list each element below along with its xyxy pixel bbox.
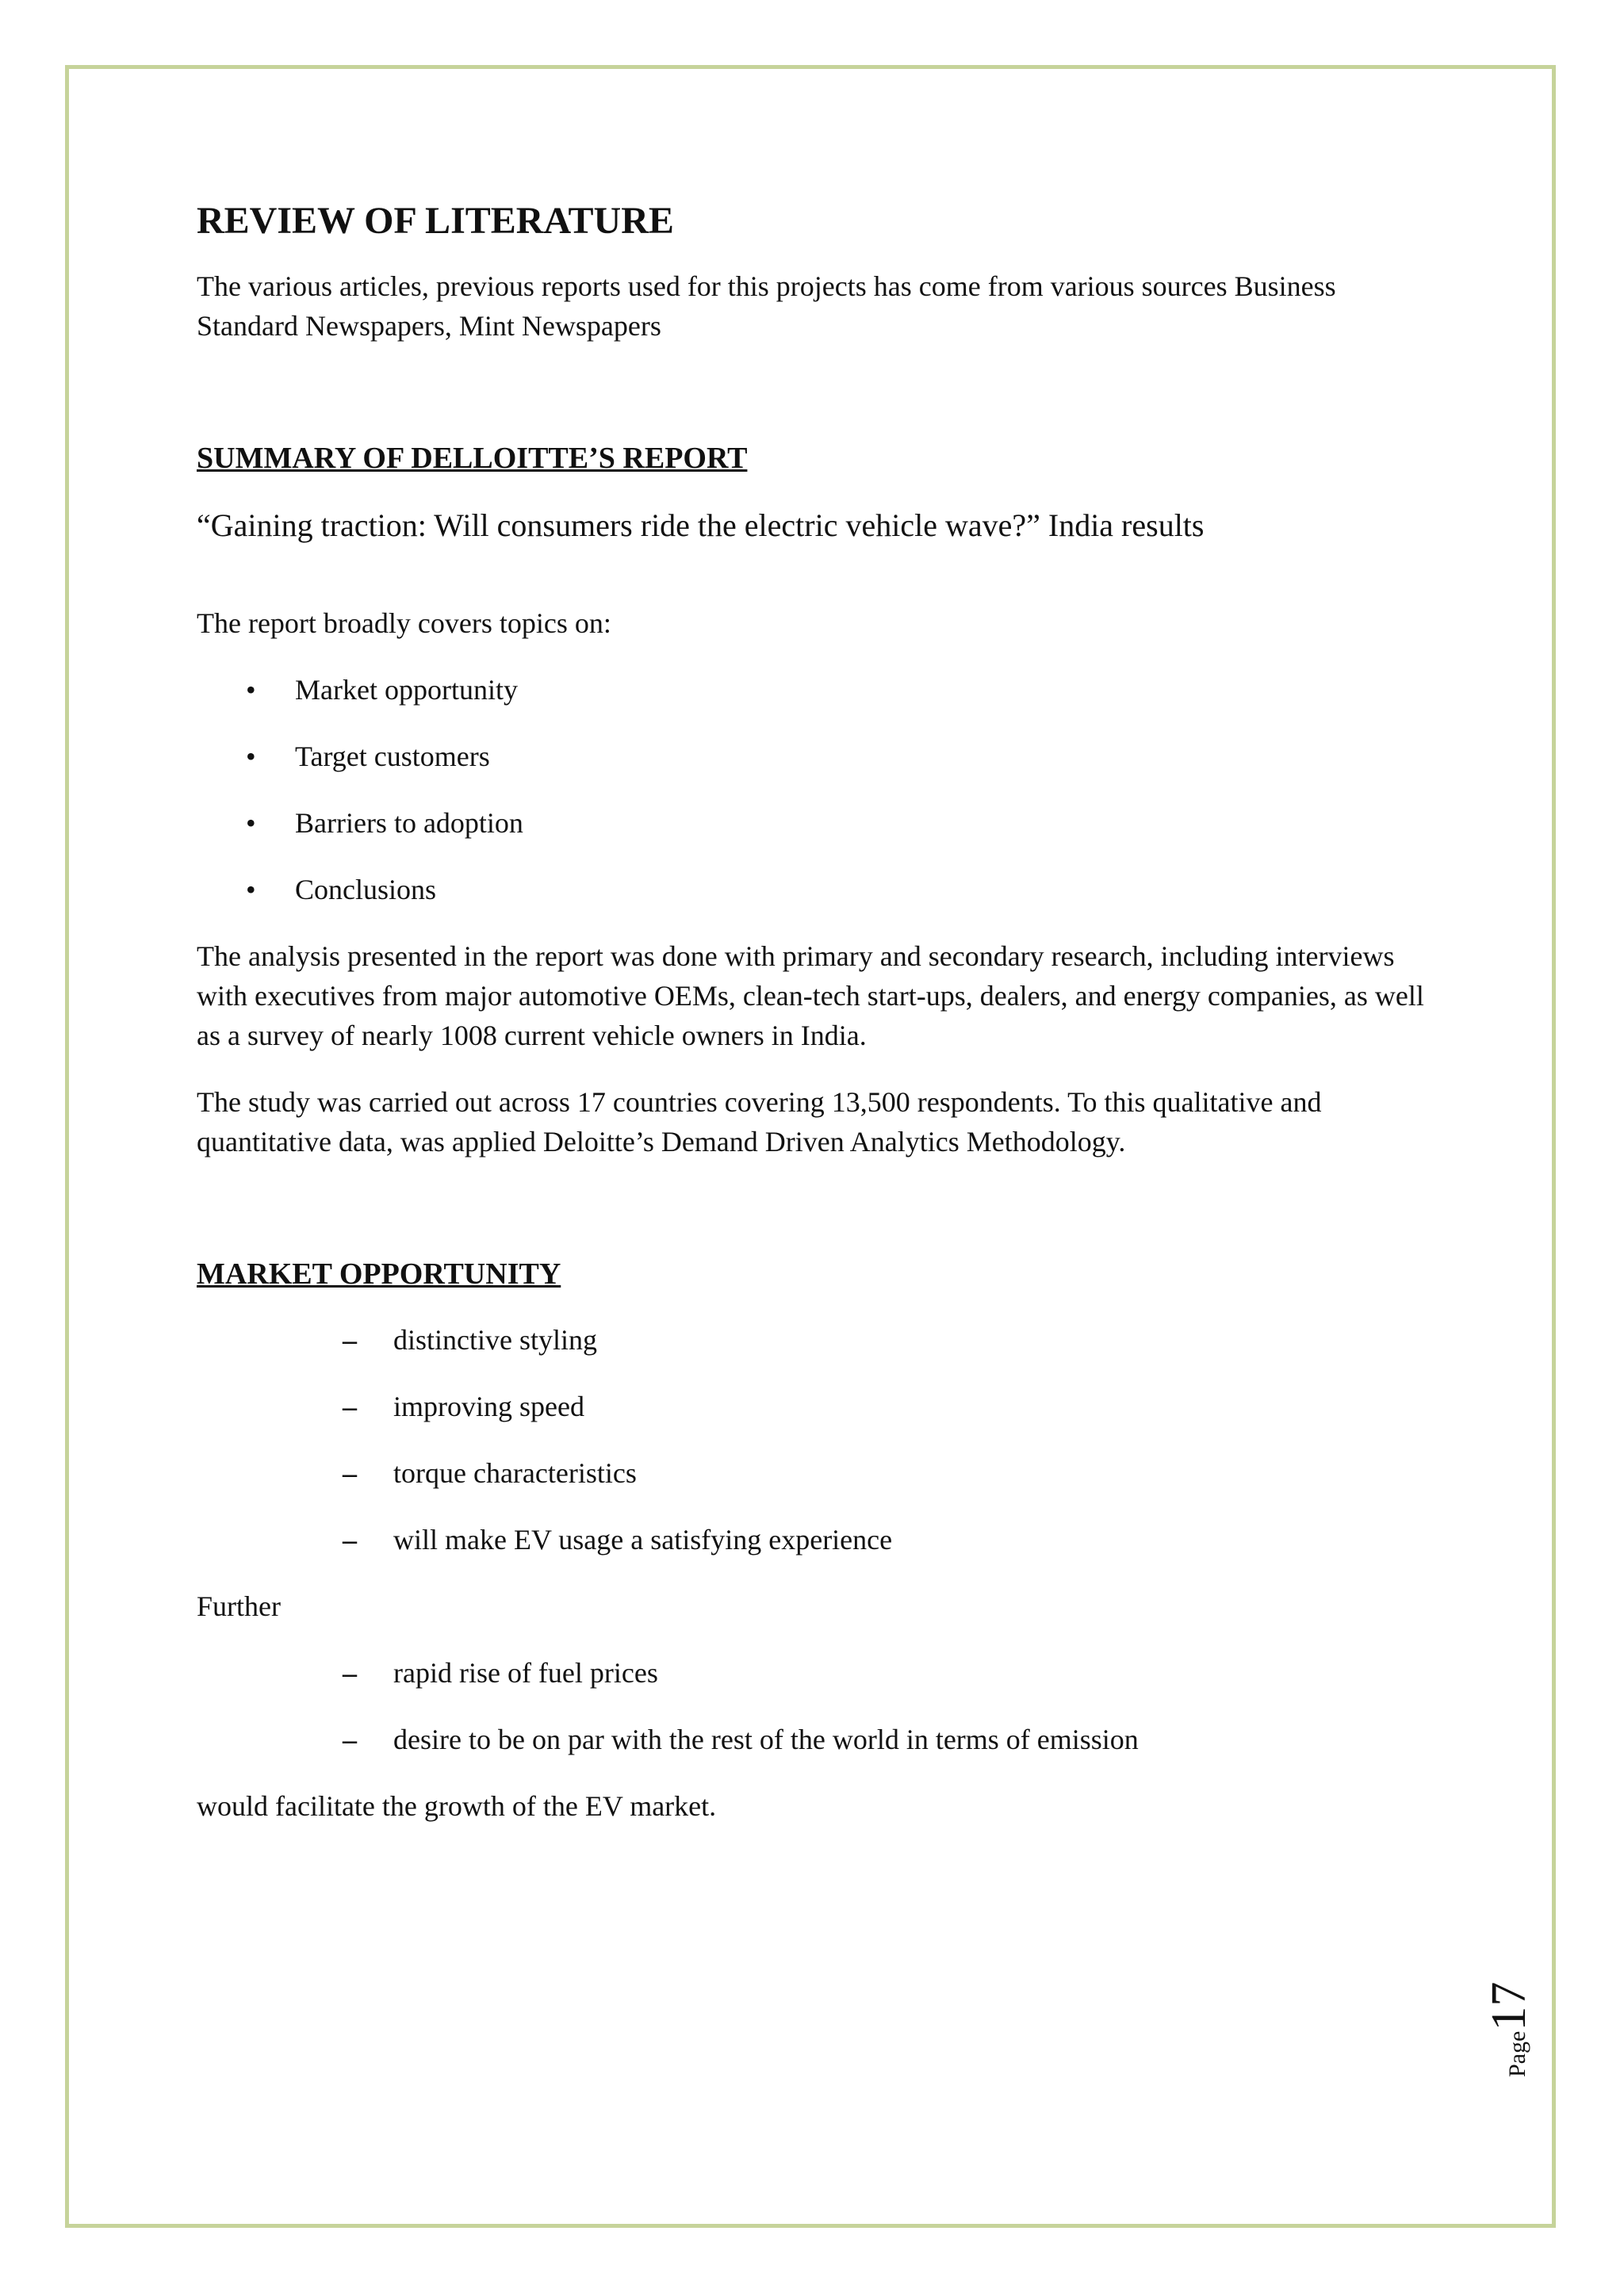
list-item-text: Conclusions <box>295 874 437 906</box>
list-item <box>197 870 1434 909</box>
dash-icon: – <box>343 1323 357 1356</box>
list-item-text: will make EV usage a satisfying experience <box>393 1523 893 1556</box>
list-item-text: Market opportunity <box>295 674 518 706</box>
further-factors-list <box>197 1653 1434 1759</box>
report-title: “Gaining traction: Will consumers ride the electric vehicle wave?” India results <box>197 507 1205 544</box>
page-number-label: Page <box>1504 2030 1530 2077</box>
intro-paragraph: The various articles, previous reports used for this projects has come from various sources Business Standard Newspapers, Mint Newspapers <box>197 270 1336 342</box>
page-title: REVIEW OF LITERATURE <box>197 200 674 242</box>
topics-list <box>197 670 1434 909</box>
list-item-text: desire to be on par with the rest of the world in terms of emission <box>393 1723 1139 1755</box>
list-item-text: Barriers to adoption <box>295 807 523 840</box>
dash-icon: – <box>343 1723 357 1755</box>
list-item-text: torque characteristics <box>393 1456 637 1489</box>
list-item <box>197 1453 1434 1493</box>
summary-heading: SUMMARY OF DELLOITTE’S REPORT <box>197 441 748 475</box>
market-heading: MARKET OPPORTUNITY <box>197 1257 561 1292</box>
list-item <box>197 803 1434 843</box>
list-item <box>197 670 1434 710</box>
list-item <box>197 1520 1434 1559</box>
dash-icon: – <box>343 1456 357 1489</box>
dash-icon: – <box>343 1656 357 1689</box>
bullet-icon: • <box>246 674 256 706</box>
covers-intro: The report broadly covers topics on: <box>197 607 611 640</box>
market-factors-list <box>197 1320 1434 1559</box>
further-label: Further <box>197 1590 281 1622</box>
closing-paragraph: would facilitate the growth of the EV market. <box>197 1789 717 1822</box>
list-item <box>197 1387 1434 1426</box>
dash-icon: – <box>343 1523 357 1556</box>
bullet-icon: • <box>246 874 256 906</box>
page-number-value: 17 <box>1482 1981 1536 2031</box>
page-content <box>197 198 1434 1853</box>
dash-icon: – <box>343 1390 357 1422</box>
list-item <box>197 737 1434 776</box>
bullet-icon: • <box>246 807 256 840</box>
list-item-text: improving speed <box>393 1390 584 1422</box>
study-paragraph: The study was carried out across 17 countries covering 13,500 respondents. To this qualitative and quantitative data, was applied Deloitte’s Demand Driven Analytics Methodology. <box>197 1086 1322 1158</box>
list-item <box>197 1320 1434 1360</box>
page-number <box>1481 1982 1538 2077</box>
list-item-text: rapid rise of fuel prices <box>393 1656 658 1689</box>
bullet-icon: • <box>246 740 256 773</box>
list-item <box>197 1720 1434 1759</box>
list-item-text: Target customers <box>295 740 490 773</box>
list-item <box>197 1653 1434 1693</box>
list-item-text: distinctive styling <box>393 1323 597 1356</box>
analysis-paragraph: The analysis presented in the report was done with primary and secondary research, including interviews with executives from major automotive OEMs, clean-tech start-ups, dealers, and energy companies, as well as a survey of nearly 1008 current vehicle owners in India. <box>197 940 1424 1052</box>
